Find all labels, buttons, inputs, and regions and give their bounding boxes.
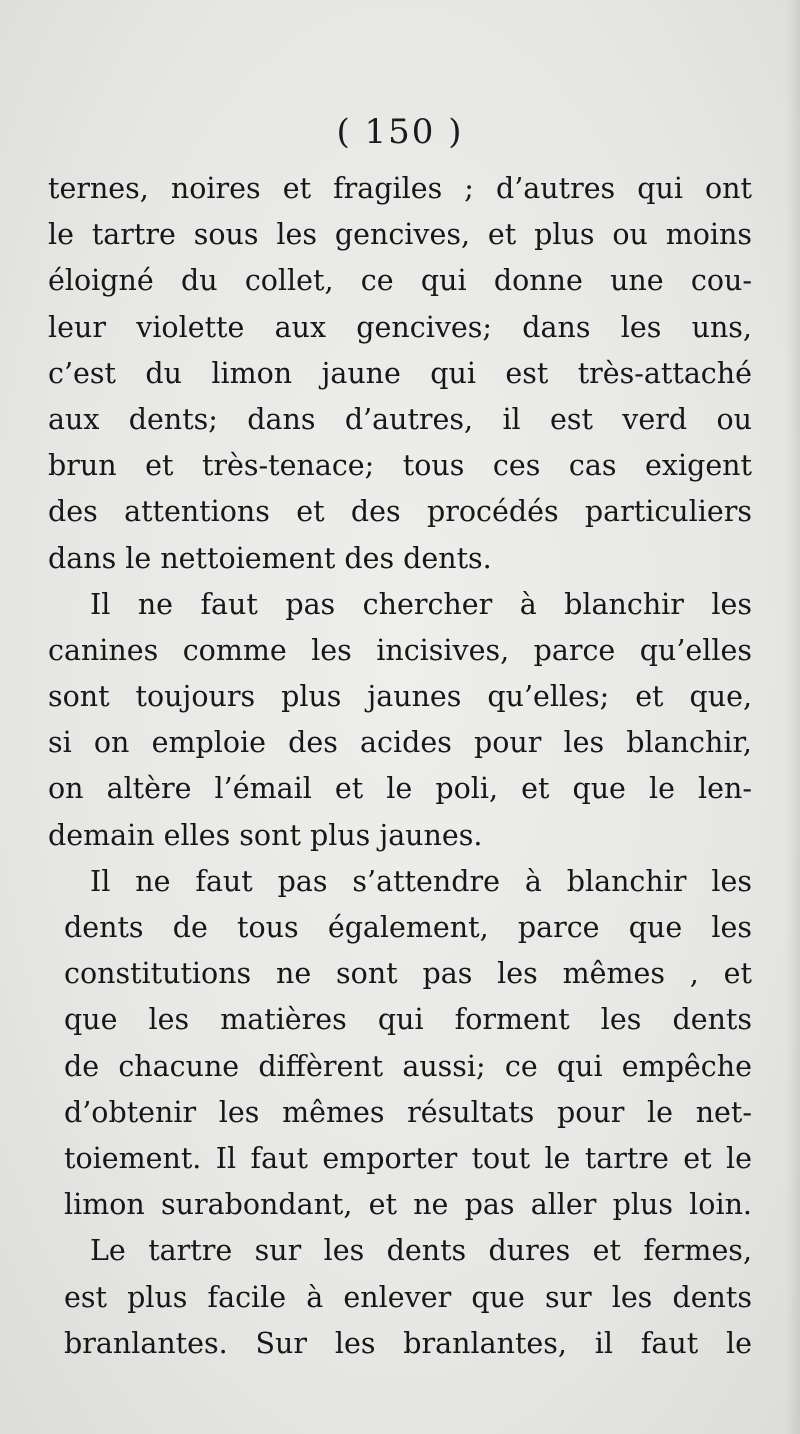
text-line: canines comme les incisives, parce qu’elles: [48, 633, 752, 667]
text-line: sont toujours plus jaunes qu’elles; et que,: [48, 680, 752, 714]
text-line: dans le nettoiement des dents.: [48, 541, 492, 575]
text-line: aux dents; dans d’autres, il est verd ou: [48, 402, 752, 436]
text-line: ternes, noires et fragiles ; d’autres qui ont: [48, 172, 752, 205]
text-line: c’est du limon jaune qui est très-attaché: [48, 356, 752, 390]
text-line: éloigné du collet, ce qui donne une cou-: [48, 264, 752, 298]
text-line: des attentions et des procédés particuliers: [48, 495, 752, 529]
text-line: dents de tous également, parce que les: [64, 911, 752, 944]
text-line: leur violette aux gencives; dans les uns,: [48, 310, 752, 344]
text-line: le tartre sous les gencives, et plus ou moins: [48, 218, 752, 252]
text-line: demain elles sont plus jaunes.: [48, 818, 483, 852]
text-line: branlantes. Sur les branlantes, il faut le: [64, 1326, 752, 1360]
text-line: est plus facile à enlever que sur les dents: [64, 1280, 752, 1314]
paragraph-first-line: Il ne faut pas chercher à blanchir les: [90, 587, 752, 621]
paragraph-first-line: Il ne faut pas s’attendre à blanchir les: [90, 864, 752, 898]
text-line: de chacune diffèrent aussi; ce qui empêche: [64, 1049, 752, 1083]
body-text: [48, 166, 752, 1367]
text-line: limon surabondant, et ne pas aller plus loin.: [64, 1188, 752, 1222]
page-edge-shadow: [786, 0, 800, 1434]
text-line: brun et très-tenace; tous ces cas exigent: [48, 449, 752, 483]
text-line: on altère l’émail et le poli, et que le len-: [48, 772, 752, 806]
text-line: toiement. Il faut emporter tout le tartre et le: [64, 1141, 752, 1175]
text-line: si on emploie des acides pour les blanchir,: [48, 726, 752, 760]
page-number: ( 150 ): [336, 112, 464, 152]
text-line: d’obtenir les mêmes résultats pour le net-: [64, 1095, 752, 1129]
paragraph-first-line: Le tartre sur les dents dures et fermes,: [90, 1234, 752, 1268]
text-line: que les matières qui forment les dents: [64, 1003, 752, 1037]
text-line: constitutions ne sont pas les mêmes , et: [64, 957, 752, 991]
